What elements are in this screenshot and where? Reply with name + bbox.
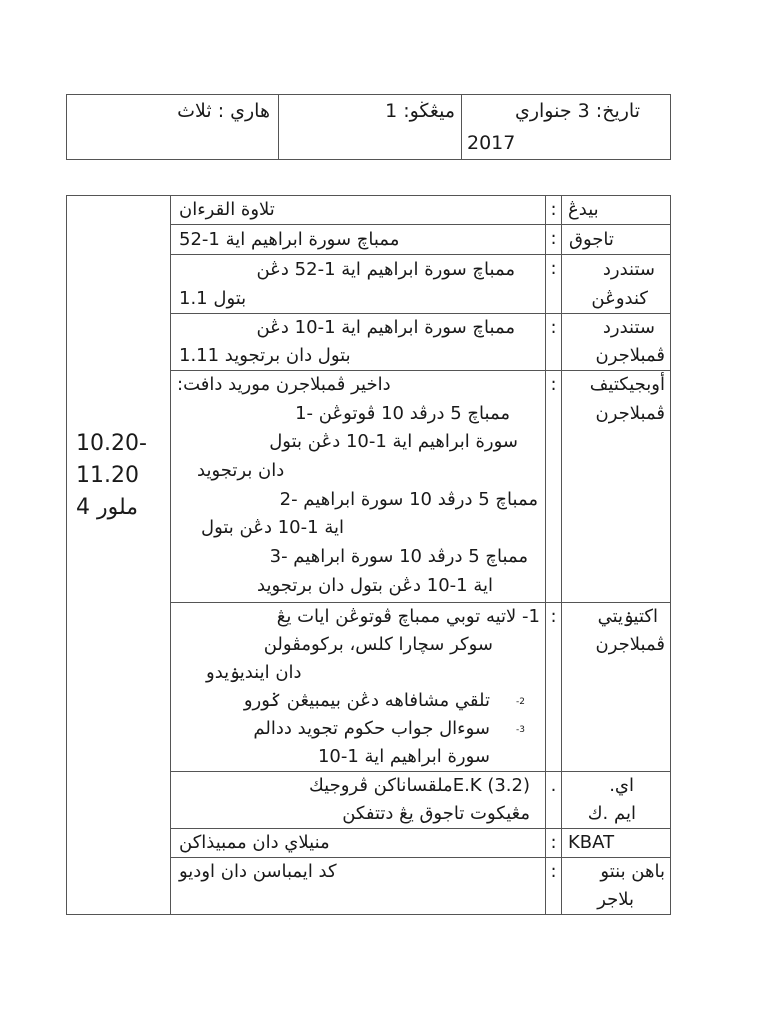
- header-table: [66, 94, 671, 160]
- row-label: [562, 225, 671, 255]
- content-line: تلاوة القرءان: [179, 199, 275, 220]
- content-line: اية 1-10 دڠن بتول: [201, 517, 344, 539]
- row-label: [562, 772, 671, 829]
- day-cell: [67, 95, 279, 160]
- table-row: [67, 196, 671, 225]
- separator: :: [550, 199, 557, 220]
- time-slot: [67, 196, 170, 524]
- row-separator: [546, 858, 562, 915]
- separator: .: [550, 775, 557, 796]
- row-label: [562, 196, 671, 225]
- time-start: 10.20-: [76, 431, 147, 456]
- label-line: كندوڠن: [591, 288, 648, 309]
- content-line: بتول 1.1: [179, 288, 247, 309]
- week-text: ميڠڬو: 1: [385, 100, 455, 122]
- row-separator: [546, 603, 562, 772]
- row-content: [171, 829, 546, 858]
- row-separator: [546, 371, 562, 603]
- row-content: [171, 603, 546, 772]
- label-line: اي.: [609, 775, 634, 796]
- row-separator: [546, 225, 562, 255]
- row-content: [171, 858, 546, 915]
- content-line: ممباچ سورة ابراهيم اية 1-10 دڠن: [256, 317, 515, 338]
- separator: :: [550, 861, 557, 882]
- row-content: [171, 772, 546, 829]
- date-cell: [462, 95, 671, 160]
- label-line: اكتيۏيتي: [597, 606, 658, 627]
- label-line: ستندرد: [602, 259, 655, 280]
- content-line: داخير ڤمبلاجرن موريد دافت:: [177, 374, 391, 395]
- row-label: [562, 603, 671, 772]
- label-line: بلاجر: [597, 889, 634, 910]
- row-content: [171, 314, 546, 371]
- list-item: [171, 687, 545, 715]
- list-item: ممباچ 5 درڤد 10 ڤوتوڠن -1: [295, 402, 510, 424]
- list-item: [171, 715, 545, 743]
- day-text: هاري : ثلاث: [177, 100, 270, 122]
- time-slot-cell: [67, 196, 171, 915]
- row-label: [562, 858, 671, 915]
- separator: :: [550, 374, 557, 395]
- content-line: مڠيكوت تاجوق يڠ دتتفكن: [342, 803, 530, 824]
- label-line: KBAT: [568, 832, 615, 853]
- content-line: دان اينديۏيدو: [206, 662, 302, 683]
- label-line: بيدڠ: [568, 199, 599, 220]
- week-cell: [279, 95, 462, 160]
- row-label: [562, 371, 671, 603]
- row-content: [171, 196, 546, 225]
- date-text: تاريخ: 3 جنواري: [514, 100, 640, 122]
- content-line: كد ايمباسن دان اوديو: [179, 861, 337, 882]
- label-line: ستندرد: [602, 317, 655, 338]
- content-line: سوكر سچارا كلس، بركومڤولن: [263, 634, 493, 655]
- list-item: ممباچ 5 درڤد 10 سورة ابراهيم -2: [279, 488, 538, 510]
- content-line: دان برتجويد: [197, 460, 285, 482]
- content-line: منيلاي دان ممبيذاكن: [179, 832, 330, 853]
- label-line: ڤمبلاجرن: [595, 634, 665, 655]
- separator: :: [550, 317, 557, 338]
- list-item-text: سوءال جواب حكوم تجويد ددالم: [253, 718, 490, 739]
- row-separator: [546, 314, 562, 371]
- class-name: ملور 4: [76, 495, 139, 520]
- separator: :: [550, 606, 557, 627]
- content-line: اية 1-10 دڠن بتول دان برتجويد: [257, 574, 493, 596]
- content-line: سورة ابراهيم اية 1-10 دڠن بتول: [269, 431, 518, 453]
- row-separator: [546, 196, 562, 225]
- label-line: ايم .ك: [587, 803, 636, 824]
- content-line: E.K (3.2)ملقساناكن ڤروجيك: [309, 775, 530, 796]
- lesson-table: [66, 195, 671, 915]
- time-end: 11.20: [76, 463, 139, 488]
- row-content: [171, 225, 546, 255]
- separator: :: [550, 832, 557, 853]
- content-line: ممباچ سورة ابراهيم اية 1-52: [179, 229, 400, 250]
- date-year: 2017: [467, 132, 516, 154]
- separator: :: [550, 258, 557, 279]
- row-label: [562, 314, 671, 371]
- row-separator: [546, 829, 562, 858]
- row-label: [562, 255, 671, 314]
- list-marker: -2: [516, 697, 525, 707]
- list-item: 1- لاتيه توبي ممباچ ڤوتوڠن ايات يڠ: [276, 606, 540, 627]
- row-separator: [546, 772, 562, 829]
- list-item: ممباچ 5 درڤد 10 سورة ابراهيم -3: [269, 546, 528, 568]
- label-line: ڤمبلاجرن: [595, 345, 665, 366]
- content-line: ممباچ سورة ابراهيم اية 1-52 دڠن: [256, 259, 515, 280]
- content-line: سورة ابراهيم اية 1-10: [317, 746, 490, 767]
- label-line: تاجوق: [569, 229, 614, 250]
- content-line: بتول دان برتجويد 1.11: [179, 345, 351, 366]
- row-separator: [546, 255, 562, 314]
- label-line: ڤمبلاجرن: [595, 402, 665, 424]
- list-item-text: تلقي مشافاهه دڠن بيمبيڠن ݢورو: [243, 690, 490, 711]
- label-line: باهن بنتو: [600, 861, 665, 882]
- row-content: [171, 255, 546, 314]
- label-line: أوبجيكتيف: [589, 374, 665, 395]
- list-marker: -3: [516, 725, 525, 735]
- row-label: [562, 829, 671, 858]
- row-content: [171, 371, 546, 603]
- separator: :: [550, 228, 557, 249]
